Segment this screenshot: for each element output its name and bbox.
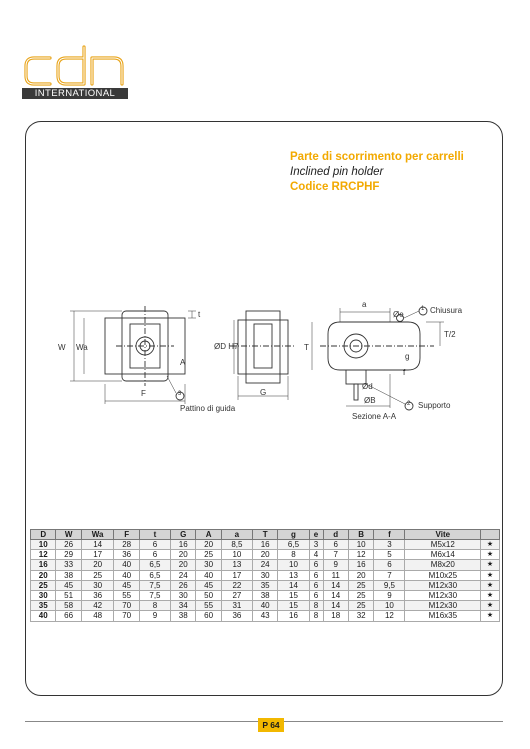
table-cell: 48 xyxy=(81,611,114,621)
table-cell: 26 xyxy=(56,540,81,550)
table-cell: 14 xyxy=(323,601,348,611)
table-cell: 3 xyxy=(374,540,405,550)
table-cell: M12x30 xyxy=(405,591,481,601)
table-cell: 25 xyxy=(196,550,221,560)
table-cell: 8 xyxy=(309,601,323,611)
table-cell: 70 xyxy=(114,611,139,621)
label-pattino: Pattino di guida xyxy=(180,404,236,413)
drawing-lines xyxy=(50,296,480,436)
table-row xyxy=(31,601,500,611)
table-cell: 8 xyxy=(278,550,309,560)
table-cell: ★ xyxy=(481,570,500,580)
table-cell: 20 xyxy=(252,550,277,560)
table-cell: 7 xyxy=(323,550,348,560)
table-cell: 40 xyxy=(114,570,139,580)
table-row xyxy=(31,591,500,601)
dim-g-small: g xyxy=(405,352,410,361)
table-cell: 20 xyxy=(348,570,373,580)
dim-t: t xyxy=(198,310,201,319)
table-cell: 55 xyxy=(196,601,221,611)
title-italian: Parte di scorrimento per carrelli xyxy=(290,151,464,163)
table-cell: 4 xyxy=(309,550,323,560)
table-cell: ★ xyxy=(481,601,500,611)
table-cell: 22 xyxy=(221,580,252,590)
table-cell: 6 xyxy=(139,550,170,560)
table-header-cell: A xyxy=(196,530,221,540)
table-cell: 38 xyxy=(252,591,277,601)
table-cell: 38 xyxy=(56,570,81,580)
table-cell: 6 xyxy=(309,591,323,601)
table-cell: 16 xyxy=(348,560,373,570)
table-header-cell: d xyxy=(323,530,348,540)
label-sezione: Sezione A-A xyxy=(352,412,397,421)
table-cell: 33 xyxy=(56,560,81,570)
table-cell: 35 xyxy=(252,580,277,590)
table-cell: M16x35 xyxy=(405,611,481,621)
table-cell: 51 xyxy=(56,591,81,601)
table-cell: 45 xyxy=(56,580,81,590)
table-cell: 20 xyxy=(81,560,114,570)
table-row xyxy=(31,560,500,570)
callout-2: 2 xyxy=(407,401,411,407)
dim-b: ØB xyxy=(364,396,376,405)
table-cell: 18 xyxy=(323,611,348,621)
table-cell: 7,5 xyxy=(139,591,170,601)
dim-a: A xyxy=(180,358,186,367)
table-cell: ★ xyxy=(481,611,500,621)
table-cell: 25 xyxy=(348,580,373,590)
dim-d-small: Ød xyxy=(362,382,373,391)
table-cell: M12x30 xyxy=(405,580,481,590)
table-cell: 24 xyxy=(171,570,196,580)
table-cell: 45 xyxy=(196,580,221,590)
table-cell: 27 xyxy=(221,591,252,601)
table-cell: 14 xyxy=(323,591,348,601)
table-cell: 28 xyxy=(114,540,139,550)
table-cell: 9 xyxy=(374,591,405,601)
table-cell: 42 xyxy=(81,601,114,611)
table-cell: 40 xyxy=(196,570,221,580)
table-cell: 6,5 xyxy=(278,540,309,550)
table-cell: 32 xyxy=(348,611,373,621)
table-cell: 8 xyxy=(309,611,323,621)
table-cell: 9 xyxy=(139,611,170,621)
table-cell: 6 xyxy=(309,570,323,580)
table-row xyxy=(31,580,500,590)
table-cell: 60 xyxy=(196,611,221,621)
table-cell: 20 xyxy=(31,570,56,580)
table-header-cell: t xyxy=(139,530,170,540)
table-cell: 35 xyxy=(31,601,56,611)
table-header-cell: T xyxy=(252,530,277,540)
dimensions-table xyxy=(30,529,500,622)
table-row xyxy=(31,570,500,580)
table-header-cell: Wa xyxy=(81,530,114,540)
table-header-cell: G xyxy=(171,530,196,540)
table-cell: M12x30 xyxy=(405,601,481,611)
table-cell: 14 xyxy=(323,580,348,590)
technical-drawing xyxy=(50,296,480,436)
table-cell: 50 xyxy=(196,591,221,601)
table-cell: 30 xyxy=(31,591,56,601)
table-cell: 25 xyxy=(31,580,56,590)
table-cell: 25 xyxy=(348,591,373,601)
table-cell: 7,5 xyxy=(139,580,170,590)
table-cell: 11 xyxy=(323,570,348,580)
table-cell: ★ xyxy=(481,550,500,560)
table-cell: 34 xyxy=(171,601,196,611)
table-cell: 10 xyxy=(348,540,373,550)
table-cell: 6 xyxy=(323,540,348,550)
table-cell: 13 xyxy=(221,560,252,570)
table-cell: ★ xyxy=(481,591,500,601)
table-cell: 58 xyxy=(56,601,81,611)
table-cell: 40 xyxy=(114,560,139,570)
callout-3: 3 xyxy=(178,391,182,397)
table-cell: 26 xyxy=(171,580,196,590)
table-header-cell: D xyxy=(31,530,56,540)
label-chiusura: Chiusura xyxy=(430,306,463,315)
table-cell: 30 xyxy=(81,580,114,590)
table-cell: M6x14 xyxy=(405,550,481,560)
dim-t-half: T/2 xyxy=(444,330,456,339)
table-row xyxy=(31,550,500,560)
dim-e: Øe xyxy=(393,310,404,319)
dim-t-big: T xyxy=(304,343,309,352)
table-cell: 6 xyxy=(374,560,405,570)
table-cell: 31 xyxy=(221,601,252,611)
callout-1: 1 xyxy=(421,306,425,312)
table-cell: 13 xyxy=(278,570,309,580)
table-cell: 10 xyxy=(278,560,309,570)
table-cell: 6,5 xyxy=(139,560,170,570)
table-cell: 10 xyxy=(374,601,405,611)
table-cell: 5 xyxy=(374,550,405,560)
dim-w: W xyxy=(58,343,66,352)
table-cell: 16 xyxy=(31,560,56,570)
table-cell: M10x25 xyxy=(405,570,481,580)
label-supporto: Supporto xyxy=(418,401,451,410)
table-cell: 6 xyxy=(139,540,170,550)
table-header-cell: W xyxy=(56,530,81,540)
table-cell: 55 xyxy=(114,591,139,601)
table-cell: 20 xyxy=(171,550,196,560)
table-cell: 40 xyxy=(31,611,56,621)
table-cell: M5x12 xyxy=(405,540,481,550)
table-header-cell: a xyxy=(221,530,252,540)
table-cell: 12 xyxy=(374,611,405,621)
table-cell: 45 xyxy=(114,580,139,590)
table-header-cell: F xyxy=(114,530,139,540)
table-header-cell: Vite xyxy=(405,530,481,540)
table-cell: 38 xyxy=(171,611,196,621)
table-cell: 14 xyxy=(81,540,114,550)
table-cell: 10 xyxy=(31,540,56,550)
table-cell: 9,5 xyxy=(374,580,405,590)
table-header-cell xyxy=(481,530,500,540)
table-row xyxy=(31,611,500,621)
table-header-cell: f xyxy=(374,530,405,540)
dim-wa: Wa xyxy=(76,343,88,352)
table-cell: 24 xyxy=(252,560,277,570)
table-cell: 30 xyxy=(196,560,221,570)
dim-f: F xyxy=(141,389,146,398)
table-cell: 16 xyxy=(278,611,309,621)
table-header-cell: e xyxy=(309,530,323,540)
dim-d-h7: ØD H7 xyxy=(214,342,239,351)
dim-f-small: f xyxy=(403,368,406,377)
table-cell: 14 xyxy=(278,580,309,590)
table-cell: 8,5 xyxy=(221,540,252,550)
table-cell: 30 xyxy=(171,591,196,601)
table-cell: 43 xyxy=(252,611,277,621)
table-cell: 6,5 xyxy=(139,570,170,580)
table-cell: ★ xyxy=(481,560,500,570)
table-cell: 8 xyxy=(139,601,170,611)
table-cell: 29 xyxy=(56,550,81,560)
table-cell: 12 xyxy=(348,550,373,560)
page-number: P 64 xyxy=(258,718,284,732)
table-row xyxy=(31,540,500,550)
table-cell: ★ xyxy=(481,580,500,590)
table-cell: 25 xyxy=(348,601,373,611)
table-cell: 7 xyxy=(374,570,405,580)
table-cell: 12 xyxy=(31,550,56,560)
table-cell: 16 xyxy=(171,540,196,550)
table-cell: 30 xyxy=(252,570,277,580)
table-cell: 17 xyxy=(81,550,114,560)
table-cell: ★ xyxy=(481,540,500,550)
table-cell: 15 xyxy=(278,601,309,611)
table-cell: 40 xyxy=(252,601,277,611)
title-english: Inclined pin holder xyxy=(290,166,384,178)
table-cell: 25 xyxy=(81,570,114,580)
table-cell: 16 xyxy=(252,540,277,550)
product-code: Codice RRCPHF xyxy=(290,181,380,193)
table-cell: 36 xyxy=(114,550,139,560)
table-cell: 10 xyxy=(221,550,252,560)
table-header-cell: B xyxy=(348,530,373,540)
table-cell: 20 xyxy=(196,540,221,550)
table-cell: 15 xyxy=(278,591,309,601)
table-cell: 20 xyxy=(171,560,196,570)
table-cell: 66 xyxy=(56,611,81,621)
table-cell: 36 xyxy=(221,611,252,621)
table-cell: 17 xyxy=(221,570,252,580)
table-header-cell: g xyxy=(278,530,309,540)
table-cell: 70 xyxy=(114,601,139,611)
dim-g: G xyxy=(260,388,267,397)
table-cell: 6 xyxy=(309,560,323,570)
table-cell: 6 xyxy=(309,580,323,590)
table-cell: 3 xyxy=(309,540,323,550)
dim-a-small: a xyxy=(362,300,367,309)
table-cell: 36 xyxy=(81,591,114,601)
table-cell: 9 xyxy=(323,560,348,570)
title-block xyxy=(290,150,464,195)
brand-subtitle: INTERNATIONAL xyxy=(22,88,128,99)
table-cell: M8x20 xyxy=(405,560,481,570)
